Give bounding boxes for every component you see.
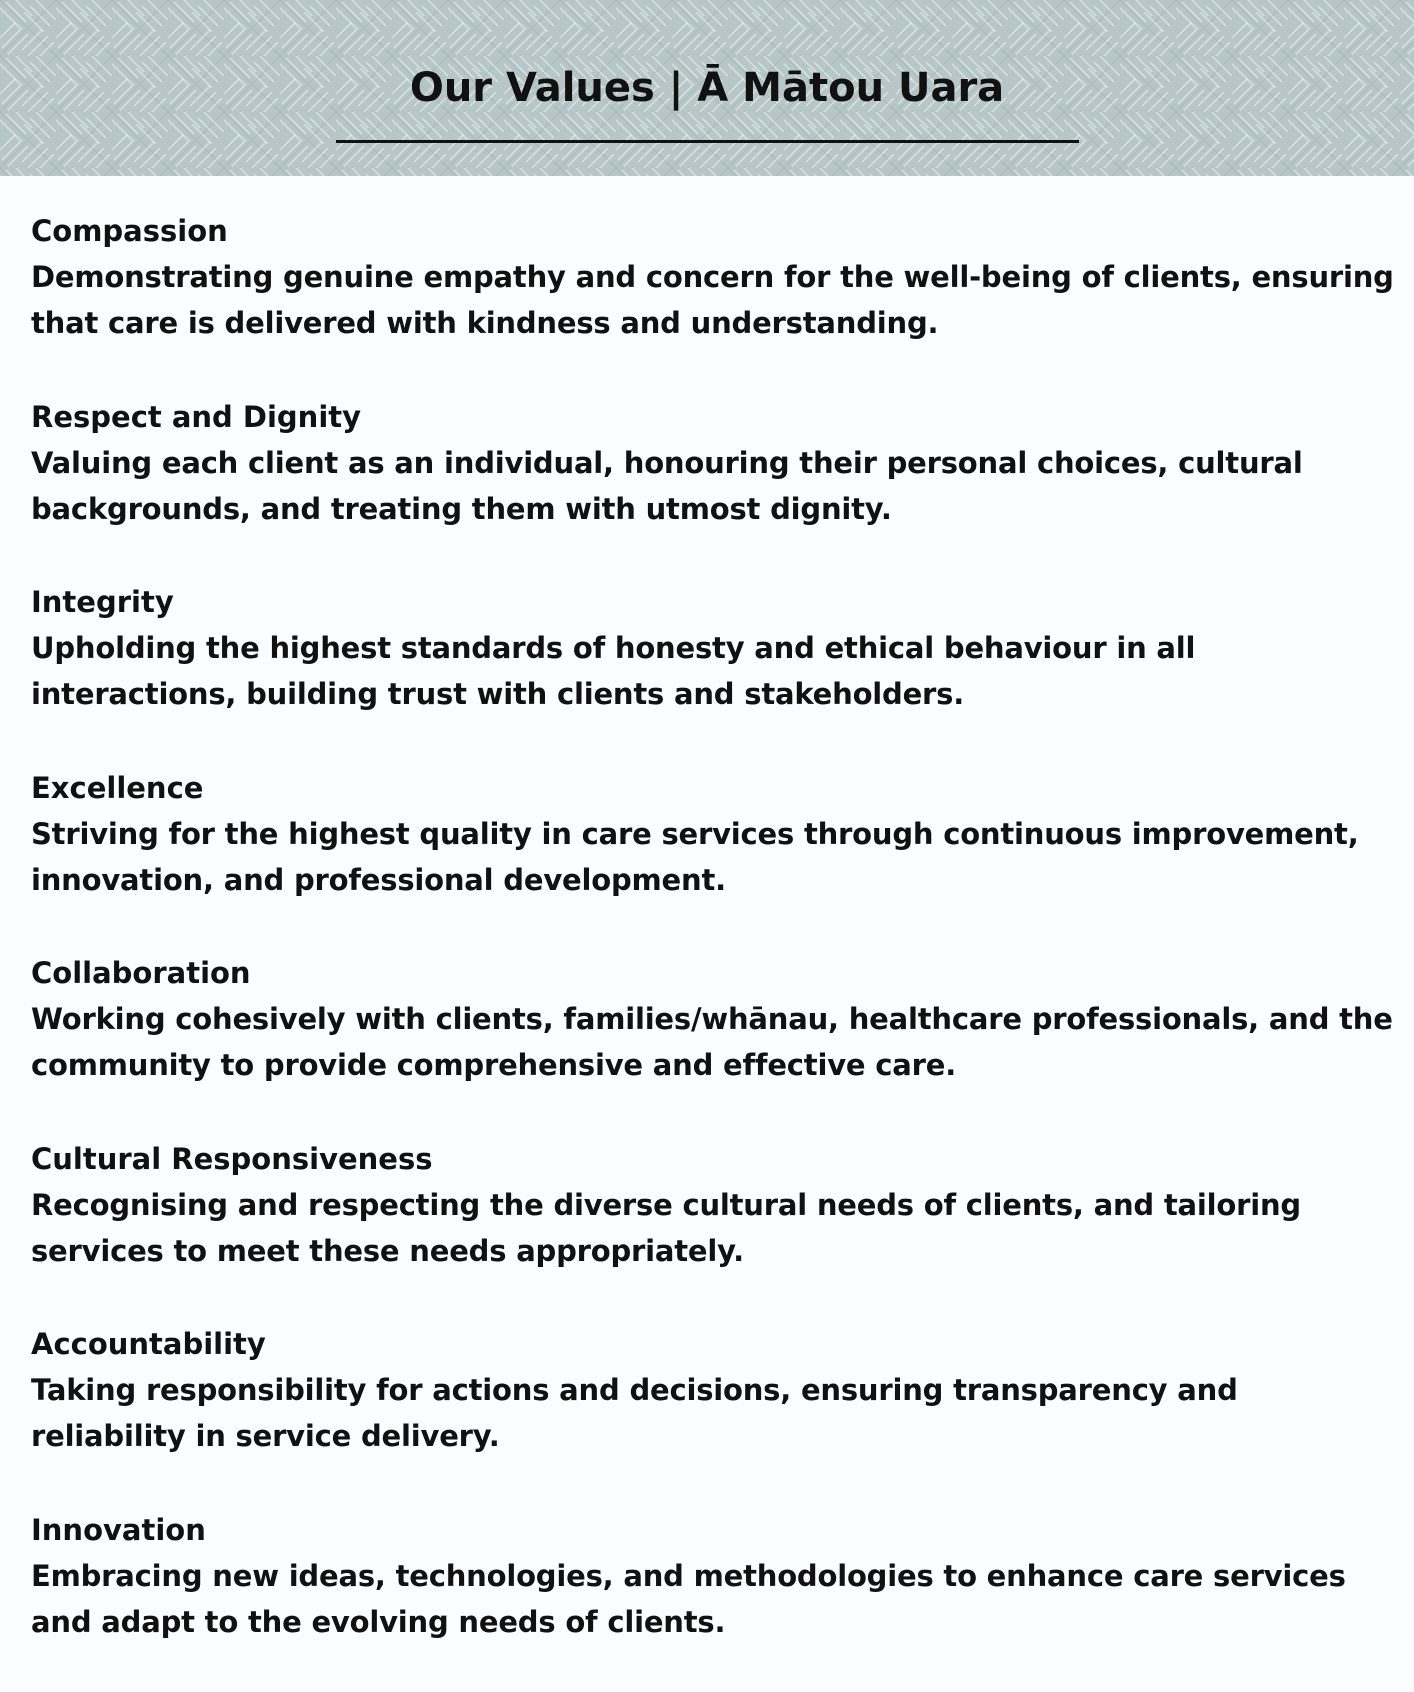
value-item-integrity <box>31 579 1401 765</box>
value-item-cultural-responsiveness <box>31 1136 1401 1322</box>
woven-pattern-header <box>0 0 1414 176</box>
value-description: Working cohesively with clients, families/whānau, healthcare professionals, and the community to provide comprehensive and effective care. <box>31 996 1401 1088</box>
value-item-excellence <box>31 765 1401 951</box>
value-item-innovation <box>31 1507 1401 1692</box>
value-heading: Excellence <box>31 765 1401 811</box>
value-description: Recognising and respecting the diverse cultural needs of clients, and tailoring services to meet these needs appropriately. <box>31 1182 1401 1274</box>
value-description: Taking responsibility for actions and decisions, ensuring transparency and reliability in service delivery. <box>31 1367 1401 1459</box>
value-item-respect-and-dignity <box>31 394 1401 580</box>
value-item-compassion <box>31 208 1401 394</box>
value-heading: Accountability <box>31 1321 1401 1367</box>
title-underline <box>336 140 1079 143</box>
value-description: Upholding the highest standards of honesty and ethical behaviour in all interactions, building trust with clients and stakeholders. <box>31 625 1401 717</box>
value-heading: Innovation <box>31 1507 1401 1553</box>
value-heading: Collaboration <box>31 950 1401 996</box>
value-heading: Cultural Responsiveness <box>31 1136 1401 1182</box>
page-title: Our Values | Ā Mātou Uara <box>0 62 1414 114</box>
value-description: Striving for the highest quality in care services through continuous improvement, innovation, and professional development. <box>31 811 1401 903</box>
value-item-collaboration <box>31 950 1401 1136</box>
value-heading: Integrity <box>31 579 1401 625</box>
value-heading: Respect and Dignity <box>31 394 1401 440</box>
value-description: Embracing new ideas, technologies, and methodologies to enhance care services and adapt to the evolving needs of clients. <box>31 1553 1401 1645</box>
value-heading: Compassion <box>31 208 1401 254</box>
value-description: Valuing each client as an individual, honouring their personal choices, cultural backgrounds, and treating them with utmost dignity. <box>31 440 1401 532</box>
value-item-accountability <box>31 1321 1401 1507</box>
value-description: Demonstrating genuine empathy and concern for the well-being of clients, ensuring that care is delivered with kindness and understanding. <box>31 254 1401 346</box>
values-list <box>31 208 1401 1692</box>
